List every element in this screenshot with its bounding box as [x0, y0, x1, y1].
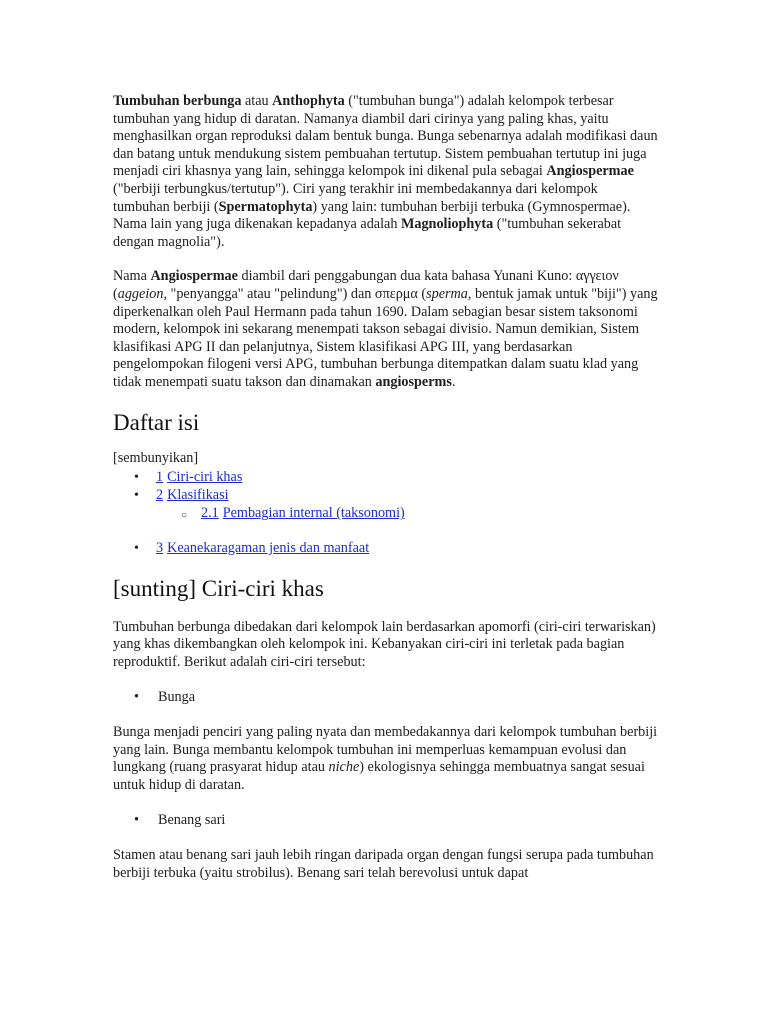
section-heading-ciri-ciri-khas: [sunting] Ciri-ciri khas — [113, 575, 324, 601]
term-tumbuhan-berbunga: Tumbuhan berbunga — [113, 93, 242, 109]
toc-item-link[interactable]: Klasifikasi — [167, 487, 229, 504]
term-niche: niche — [328, 759, 360, 776]
toc-item-number[interactable]: 1 — [156, 469, 164, 486]
term-aggeion: aggeion — [117, 285, 164, 302]
term-angiospermae: Angiospermae — [546, 163, 634, 180]
article-content — [113, 93, 658, 899]
term-angiospermae-2: Angiospermae — [150, 268, 238, 285]
intro-paragraph-2: Nama Angiospermae diambil dari penggabungan dua kata bahasa Yunani Kuno: αγγειον (aggeion, "penyangga" atau "pelindung") dan σπερμα (sperma, bentuk jamak untuk "biji") yang diperkenalkan oleh Paul Hermann pada tahun 1690. Dalam sebagian besar sistem taksonomi modern, kelompok ini sekarang menempati takson sebagai divisio. Namun demikian, Sistem klasifikasi APG II dan pelanjutnya, Sistem klasifikasi APG III, yang berdasarkan pengelompokan filogeni versi APG, tumbuhan berbunga ditempatkan dalam suatu klad yang tidak menempati suatu takson dan dinamakan angiosperms. — [113, 268, 658, 390]
term-angiosperms: angiosperms — [375, 373, 452, 390]
section-paragraph-2: Bunga menjadi penciri yang paling nyata dan membedakannya dari kelompok tumbuhan berbiji yang lain. Bunga membantu kelompok tumbuhan ini memperluas kemampuan evolusi dan lungkang (ruang prasyarat hidup atau niche) ekologisnya sehingga membuatnya sangat sesuai untuk hidup di daratan. — [113, 724, 658, 793]
toc-item-link[interactable]: Ciri-ciri khas — [167, 469, 243, 486]
bullet-bunga: • Bunga — [113, 689, 658, 707]
bullet-benang-sari: • Benang sari — [113, 812, 658, 830]
toc-toggle[interactable]: [sembunyikan] — [113, 449, 199, 466]
toc-item-ciri-ciri-khas[interactable] — [113, 469, 658, 487]
toc-item-keanekaragaman[interactable] — [113, 540, 658, 558]
toc-item-klasifikasi[interactable] — [113, 487, 658, 505]
section-paragraph-1: Tumbuhan berbunga dibedakan dari kelompok lain berdasarkan apomorfi (ciri-ciri terwariskan) yang khas dikembangkan oleh kelompok ini. Kebanyakan ciri-ciri ini terletak pada bagian reproduktif. Berikut adalah ciri-ciri tersebut: — [113, 618, 656, 671]
section-paragraph-3: Stamen atau benang sari jauh lebih ringan daripada organ dengan fungsi serupa pada tumbuhan berbiji terbuka (yaitu strobilus). Benang sari telah berevolusi untuk dapat — [113, 847, 654, 881]
toc-item-number[interactable]: 3 — [156, 539, 164, 556]
toc-item-link[interactable]: Pembagian internal (taksonomi) — [222, 505, 405, 522]
term-magnoliophyta: Magnoliophyta — [400, 216, 494, 233]
term-sperma: sperma — [426, 285, 468, 302]
term-spermatophyta: Spermatophyta — [218, 198, 313, 215]
toc-item-number[interactable]: 2 — [156, 487, 164, 504]
intro-paragraph-1: Tumbuhan berbunga atau Anthophyta ("tumbuhan bunga") adalah kelompok terbesar tumbuhan yang hidup di daratan. Namanya diambil dari cirinya yang paling khas, yaitu menghasilkan organ reproduksi dalam bentuk bunga. Bunga sebenarnya adalah modifikasi daun dan batang untuk mendukung sistem pembuahan tertutup. Sistem pembuahan tertutup ini juga menjadi ciri khasnya yang lain, sehingga kelompok ini dikenal pula sebagai Angiospermae ("berbiji terbungkus/tertutup"). Ciri yang terakhir ini membedakannya dari kelompok tumbuhan berbiji (Spermatophyta) yang lain: tumbuhan berbiji terbuka (Gymnospermae). Nama lain yang juga dikenakan kepadanya adalah Magnoliophyta ("tumbuhan sekerabat dengan magnolia"). — [113, 93, 658, 250]
toc-item-number[interactable]: 2.1 — [201, 505, 219, 522]
toc-item-link[interactable]: Keanekaragaman jenis dan manfaat — [167, 539, 370, 556]
toc-item-pembagian-internal[interactable] — [113, 505, 658, 523]
term-anthophyta: Anthophyta — [272, 93, 345, 109]
toc-heading: Daftar isi — [113, 409, 200, 435]
toc-list — [113, 469, 658, 558]
